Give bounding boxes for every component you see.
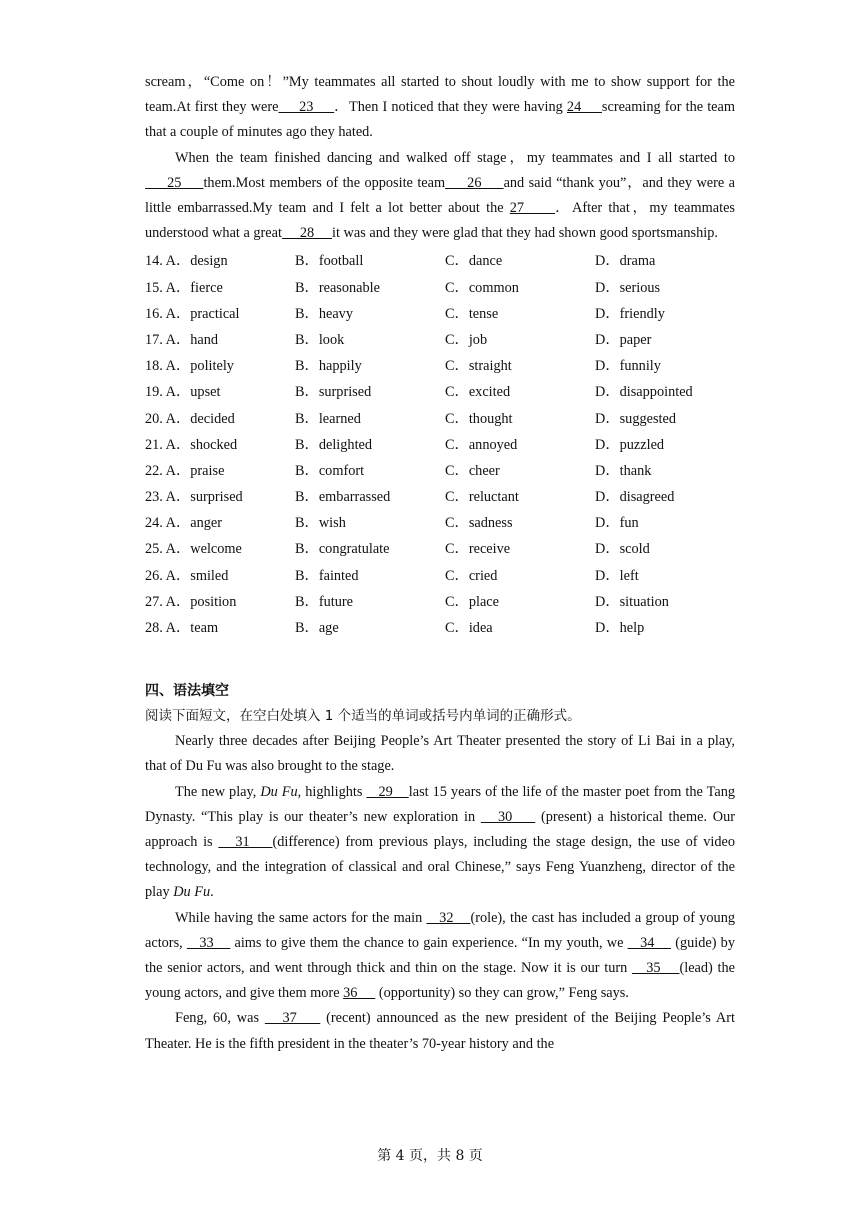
option-row: 23. A．surprised B．embarrassed C．reluctant D．disagreed (145, 489, 675, 506)
options-list (145, 248, 735, 641)
passage-paragraph: Nearly three decades after Beijing People’s Art Theater presented the story of Li Bai in a play, that of Du Fu was also brought to the stage. (145, 733, 735, 775)
blank-36: 36 (343, 985, 376, 1002)
passage-paragraph: The new play, Du Fu, highlights 29 last 15 years of the life of the master poet from the Tang Dynasty. “This play is our theater’s new exploration in 30 (present) a historical theme. Our approach is 31 (difference) from previous plays, including the stage design, the use of video technology, and the integration of classical and oral Chinese,” says Feng Yuanzheng, director of the play Du Fu. (145, 783, 735, 901)
blank-34: 34 (627, 934, 672, 951)
blank-25: 25 (145, 174, 204, 191)
section-instruction: 阅读下面短文，在空白处填入 1 个适当的单词或括号内单词的正确形式。 (145, 708, 581, 725)
option-row: 27. A．position B．future C．place D．situation (145, 593, 669, 610)
passage-paragraph: Feng, 60, was 37 (recent) announced as the new president of the Beijing People’s Art Theater. He is the fifth president in the theater’s 70-year history and the (145, 1010, 735, 1052)
passage-paragraph: scream，“Come on！”My teammates all started to shout loudly with me to show support for the team.At first they were 23 ．Then I noticed that they were having 24 screaming for the team that a couple of minutes ago they hated. (145, 74, 735, 141)
section-title: 四、语法填空 (145, 683, 229, 700)
passage-paragraph: When the team finished dancing and walked off stage，my teammates and I all started to 25 them.Most members of the opposite team 26 and said “thank you”，and they were a little embarrassed.My team and I felt a lot better about the 27 ．After that，my teammates understood what a great 28 it was and they were glad that they had shown good sportsmanship. (145, 149, 735, 242)
blank-32: 32 (426, 909, 471, 926)
option-row: 17. A．hand B．look C．job D．paper (145, 331, 652, 348)
page-content (145, 70, 735, 1057)
blank-28: 28 (281, 225, 333, 242)
option-row: 25. A．welcome B．congratulate C．receive D．scold (145, 541, 650, 558)
option-row: 19. A．upset B．surprised C．excited D．disappointed (145, 384, 693, 401)
blank-26: 26 (445, 174, 504, 191)
option-row: 21. A．shocked B．delighted C．annoyed D．puzzled (145, 436, 665, 453)
option-row: 16. A．practical B．heavy C．tense D．friendly (145, 305, 665, 322)
blank-37: 37 (264, 1010, 321, 1027)
play-title: Du Fu (173, 884, 211, 901)
blank-27: 27 (509, 200, 556, 217)
option-row: 24. A．anger B．wish C．sadness D．fun (145, 515, 639, 532)
option-row: 18. A．politely B．happily C．straight D．funnily (145, 358, 661, 375)
passage-paragraph: While having the same actors for the main 32 (role), the cast has included a group of young actors, 33 aims to give them the chance to gain experience. “In my youth, we 34 (guide) by the senior actors, and went through thick and thin on the stage. Now it is our turn 35 (lead) the young actors, and give them more 36 (opportunity) so they can grow,” Feng says. (145, 909, 736, 1002)
blank-35: 35 (632, 960, 680, 977)
option-row: 22. A．praise B．comfort C．cheer D．thank (145, 462, 652, 479)
blank-30: 30 (480, 808, 536, 825)
option-row: 26. A．smiled B．fainted C．cried D．left (145, 567, 639, 584)
page-footer: 第 4 页，共 8 页 (377, 1148, 483, 1164)
option-row: 20. A．decided B．learned C．thought D．suggested (145, 410, 677, 427)
option-row: 15. A．fierce B．reasonable C．common D．serious (145, 279, 661, 296)
blank-23: 23 (278, 99, 335, 116)
play-title: Du Fu (260, 783, 298, 800)
blank-29: 29 (366, 783, 409, 800)
option-row: 14. A．design B．football C．dance D．drama (145, 253, 656, 270)
option-row: 28. A．team B．age C．idea D．help (145, 620, 645, 637)
blank-24: 24 (566, 99, 602, 116)
blank-31: 31 (218, 834, 273, 851)
blank-33: 33 (186, 934, 231, 951)
